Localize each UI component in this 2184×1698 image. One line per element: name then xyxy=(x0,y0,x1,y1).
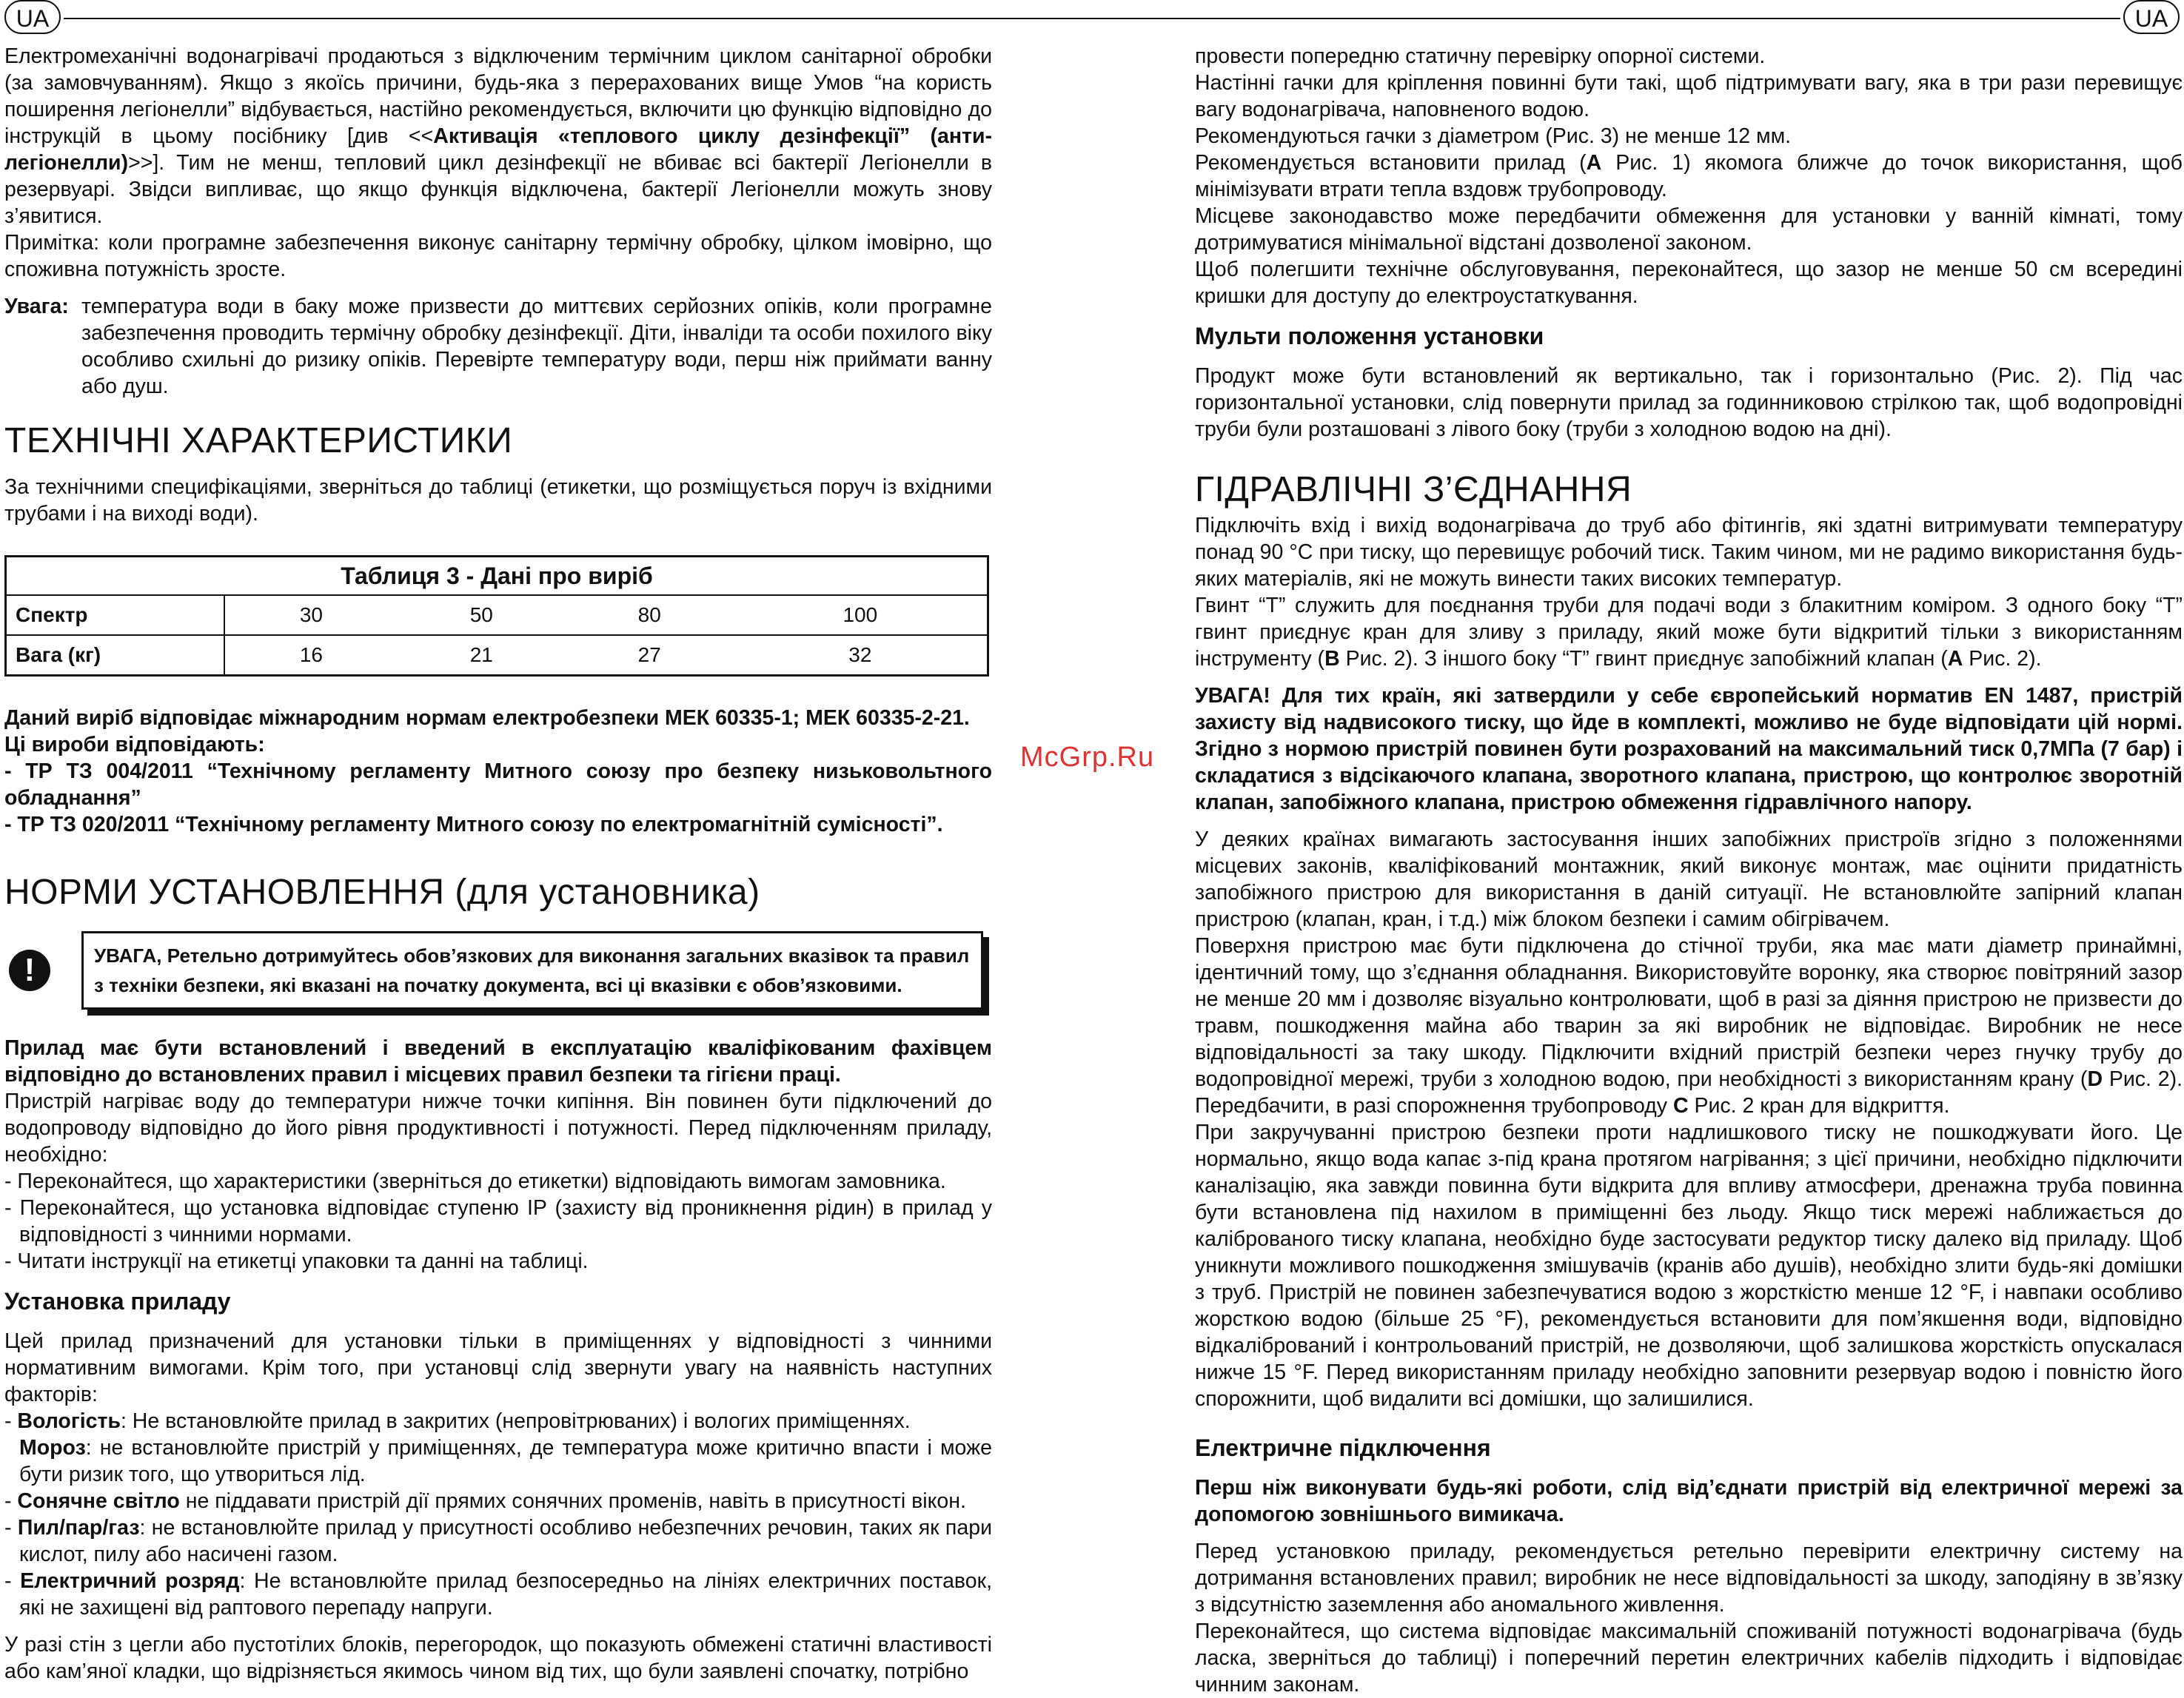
paragraph: У деяких країнах вимагають застосування інших запобіжних пристроїв згідно з положеннями місцевих законів, кваліфікований монтажник, який виконує монтаж, має оцінити придатність запобіжного пристрою для використання в даній ситуації. Не встановлюйте запірний клапан пристрою (клапан, кран, і т.д.) між блоком безпеки і самим обігрівачем. xyxy=(1195,828,2183,931)
table-row: Вага (кг) 16 21 27 32 xyxy=(6,635,988,676)
language-badge-right: UA xyxy=(2123,0,2180,34)
install-paragraph: Пристрій нагріває воду до температури нижче точки кипіння. Він повинен бути підключений до водопроводу відповідно до його рівня продуктивності і потужності. Перед підключенням приладу, необхідно: xyxy=(4,1090,992,1167)
multi-position-text: Продукт може бути встановлений як вертикально, так і горизонтально (Рис. 2). Під час горизонтальної установки, слід повернути прилад за годинниковою стрілкою так, щоб водопровідні труби були розташовані з лівого боку (труби з холодною водою на дні). xyxy=(1195,364,2183,441)
warning-block xyxy=(4,293,992,400)
install-heading: НОРМИ УСТАНОВЛЕННЯ (для установника) xyxy=(4,873,760,912)
paragraph: Місцеве законодавство може передбачити обмеження для установки у ванній кімнаті, тому дотримуватися мінімальної відстані дозволеної законом. xyxy=(1195,204,2183,255)
watermark: McGrp.Ru xyxy=(1020,742,1155,773)
notice-text: УВАГА, Ретельно дотримуйтесь обов’язкових для виконання загальних вказівок та правил з техніки безпеки, які вказані на початку документа, всі ці вказівки є обов’язковими. xyxy=(81,931,983,1010)
list-item: - Електричний розряд: Не встановлюйте прилад безпосередньо на лініях електричних поставок, які не захищені від раптового перепаду напруги. xyxy=(4,1569,992,1620)
compliance-line: Ці вироби відповідають: xyxy=(4,733,265,756)
hydraulic-warning: УВАГА! Для тих країн, які затвердили у себе європейський норматив EN 1487, пристрій захисту від надвисокого тиску, що йде в комплекті, можливо не буде відповідати цій нормі. Згідно з нормою пристрій повинен бути розрахований на максимальний тиск 0,7МПа (7 бар) і складатися з відсікаючого клапана, зворотного клапана, пристрою, що контролює зворотній клапан, запобіжного клапана, пристрою обмеження гідравлічного напору. xyxy=(1195,684,2183,814)
paragraph: При закручуванні пристрою безпеки проти надлишкового тиску не пошкоджувати його. Це нормально, якщо вода капає з-під крана протягом нагрівання; з цієї причини, необхідно підключити каналізацію, яка завжди повинна бути відкрита для впливу атмосфери, дренажна труба повинна бути встановлена під нахилом в приміщенні без льоду. Якщо тиск мережі наближається до каліброваного тиску клапана, необхідно буде застосувати редуктор тиску далеко від приладу. Щоб уникнути можливого пошкодження змішувачів (кранів або душів), необхідно злити будь-які домішки з труб. Пристрій не повинен забезпечуватися водою з жорсткістю менше 12 °F, і навпаки особливо жорсткою водою (більше 25 °F), рекомендується встановити для пом’якшення води, відповідно відкалібрований і контрольований пристрій, не дозволяючи, щоб залишкова жорсткість опускалася нижче 15 °F. Перед використанням приладу необхідно заповнити резервуар водою і повністю його спорожнити, щоб видалити всі домішки, що залишилися. xyxy=(1195,1121,2183,1411)
electrical-bold-paragraph: Перш ніж виконувати будь-які роботи, слід від’єднати пристрій від електричної мережі за допомогою зовнішнього вимикача. xyxy=(1195,1476,2183,1526)
intro-paragraph: Електромеханічні водонагрівачі продаються з відключеним термічним циклом санітарної обробки (за замовчуванням). Якщо з якоїсь причини, будь-яка з перерахованих вище Умов “на користь поширення легіонелли” відбувається, настійно рекомендується, включити цю функцію відповідно до інструкцій в цьому посібнику [див <<Активація «теплового циклу дезінфекції” (анти-легіонелли)>>]. Тим не менш, тепловий цикл дезінфекції не вбиває всі бактерії Легіонелли в резервуарі. Звідси випливає, що якщо функція відключена, бактерії Легіонелли можуть знову з’явитися. xyxy=(4,44,992,228)
paragraph: Поверхня пристрою має бути підключена до стічної труби, яка має мати діаметр принаймні, ідентичний тому, що з’єднання обладнання. Використовуйте воронку, яка створює повітряний зазор не менше 20 мм і дозволяє візуально контролювати, щоб в разі за діяння пристрою не призвести до травм, пошкодження майна або тварин за які виробник не відповідає. Виробник не несе відповідальності за таку шкоду. Підключити вхідний пристрій безпеки через гнучку трубу до водопровідної мережі, труби з холодною водою, при необхідності з використанням крану (D Рис. 2). Передбачити, в разі спорожнення трубопроводу C Рис. 2 кран для відкриття. xyxy=(1195,934,2183,1118)
list-item: Мороз: не встановлюйте пристрій у приміщеннях, де температура може критично впасти і може бути ризик того, що утвориться лід. xyxy=(19,1436,992,1486)
paragraph: провести попередню статичну перевірку опорної системи. xyxy=(1195,44,1766,68)
setup-heading: Установка приладу xyxy=(4,1288,231,1315)
paragraph: Щоб полегшити технічне обслуговування, переконайтеся, що зазор не менше 50 см всередині кришки для доступу до електроустаткування. xyxy=(1195,258,2183,308)
list-item: - Сонячне світло не піддавати пристрій дії прямих сонячних променів, навіть в присутності вікон. xyxy=(4,1489,966,1513)
setup-paragraph: Цей прилад призначений для установки тільки в приміщеннях у відповідності з чинними нормативним вимогами. Крім того, при установці слід звернути увагу на наявність наступних факторів: xyxy=(4,1329,992,1406)
header-rule xyxy=(64,18,2120,19)
product-data-table xyxy=(4,555,989,677)
electrical-heading: Електричне підключення xyxy=(1195,1434,1491,1461)
table-row: Спектр 30 50 80 100 xyxy=(6,595,988,635)
hydraulic-heading: ГІДРАВЛІЧНІ З’ЄДНАННЯ xyxy=(1195,470,1632,509)
compliance-line: - ТР ТЗ 004/2011 “Технічному регламенту Митного союзу про безпеку низьковольтного обладнання” xyxy=(4,759,992,810)
left-column xyxy=(4,43,992,1685)
setup-paragraph-walls: У разі стін з цегли або пустотілих блоків, перегородок, що показують обмежені статичні властивості або кам’яної кладки, що відрізняється якимось чином від тих, що були заявлені спочатку, потрібно xyxy=(4,1633,992,1683)
note-paragraph: Примітка: коли програмне забезпечення виконує санітарну термічну обробку, цілком імовірно, що споживна потужність зросте. xyxy=(4,231,992,281)
safety-notice xyxy=(4,931,992,1010)
table-title: Таблиця 3 - Дані про виріб xyxy=(6,557,988,596)
paragraph: Гвинт “T” служить для поєднання труби для подачі води з блакитним коміром. З одного боку “T” гвинт приєднує кран для зливу з приладу, який може бути відкритий тільки з використанням інструменту (B Рис. 2). З іншого боку “T” гвинт приєднує запобіжний клапан (A Рис. 2). xyxy=(1195,594,2183,671)
paragraph: Переконайтеся, що система відповідає максимальній споживаній потужності водонагрівача (будь ласка, зверніться до таблиці) і поперечний перетин електричних кабелів підходить і відповідає чинним законам. xyxy=(1195,1620,2183,1697)
right-column xyxy=(1195,43,2183,1698)
compliance-line: - ТР ТЗ 020/2011 “Технічному регламенту Митного союзу по електромагнітній сумісності”. xyxy=(4,813,943,836)
list-item: - Переконайтеся, що характеристики (зверніться до етикетки) відповідають вимогам замовника. xyxy=(4,1170,946,1193)
warning-label: Увага: xyxy=(4,295,69,318)
list-item: - Пил/пар/газ: не встановлюйте прилад у присутності особливо небезпечних речовин, таких як пари кислот, пилу або насичені газом. xyxy=(4,1516,992,1566)
language-badge-left: UA xyxy=(4,0,61,34)
tech-text: За технічними специфікаціями, зверніться до таблиці (етикетки, що розміщується поруч із вхідними трубами і на виході води). xyxy=(4,475,992,526)
list-item: - Вологість: Не встановлюйте прилад в закритих (непровітрюваних) і вологих приміщеннях. xyxy=(4,1409,911,1433)
paragraph: Рекомендується встановити прилад (A Рис. 1) якомога ближче до точок використання, щоб мінімізувати втрати тепла вздовж трубопроводу. xyxy=(1195,151,2183,201)
exclamation-icon: ! xyxy=(9,950,50,991)
paragraph: Перед установкою приладу, рекомендується ретельно перевірити електричну систему на дотримання встановлених правил; виробник не несе відповідальності за шкоду, заподіяну в зв’язку з відсутністю заземлення або аномального живлення. xyxy=(1195,1540,2183,1617)
list-item: - Переконайтеся, що установка відповідає ступеню IP (захисту від проникнення рідин) в прилад у відповідності з чинними нормами. xyxy=(4,1196,992,1246)
multi-position-heading: Мульти положення установки xyxy=(1195,323,1544,349)
paragraph: Рекомендуються гачки з діаметром (Рис. 3) не менше 12 мм. xyxy=(1195,124,1792,148)
compliance-line: Даний виріб відповідає міжнародним нормам електробезпеки МЕК 60335-1; МЕК 60335-2-21. xyxy=(4,706,970,730)
warning-text: температура води в баку може призвести до миттєвих серйозних опіків, коли програмне забезпечення проводить термічну обробку дезінфекції. Діти, інваліди та особи похилого віку особливо схильні до ризику опіків. Перевірте температуру води, перш ніж приймати ванну або душ. xyxy=(81,295,992,398)
tech-heading: ТЕХНІЧНІ ХАРАКТЕРИСТИКИ xyxy=(4,421,513,460)
list-item: - Читати інструкції на етикетці упаковки та данні на таблиці. xyxy=(4,1249,589,1273)
install-bold-paragraph: Прилад має бути встановлений і введений в експлуатацію кваліфікованим фахівцем відповідно до встановлених правил і місцевих правил безпеки та гігієни праці. xyxy=(4,1036,992,1087)
paragraph: Підключіть вхід і вихід водонагрівача до труб або фітингів, які здатні витримувати температуру понад 90 °C при тиску, що перевищує робочий тиск. Таким чином, ми не радимо використання будь-яких матеріалів, які не можуть винести таких високих температур. xyxy=(1195,514,2183,591)
paragraph: Настінні гачки для кріплення повинні бути такі, щоб підтримувати вагу, яка в три рази перевищує вагу водонагрівача, наповненого водою. xyxy=(1195,71,2183,121)
